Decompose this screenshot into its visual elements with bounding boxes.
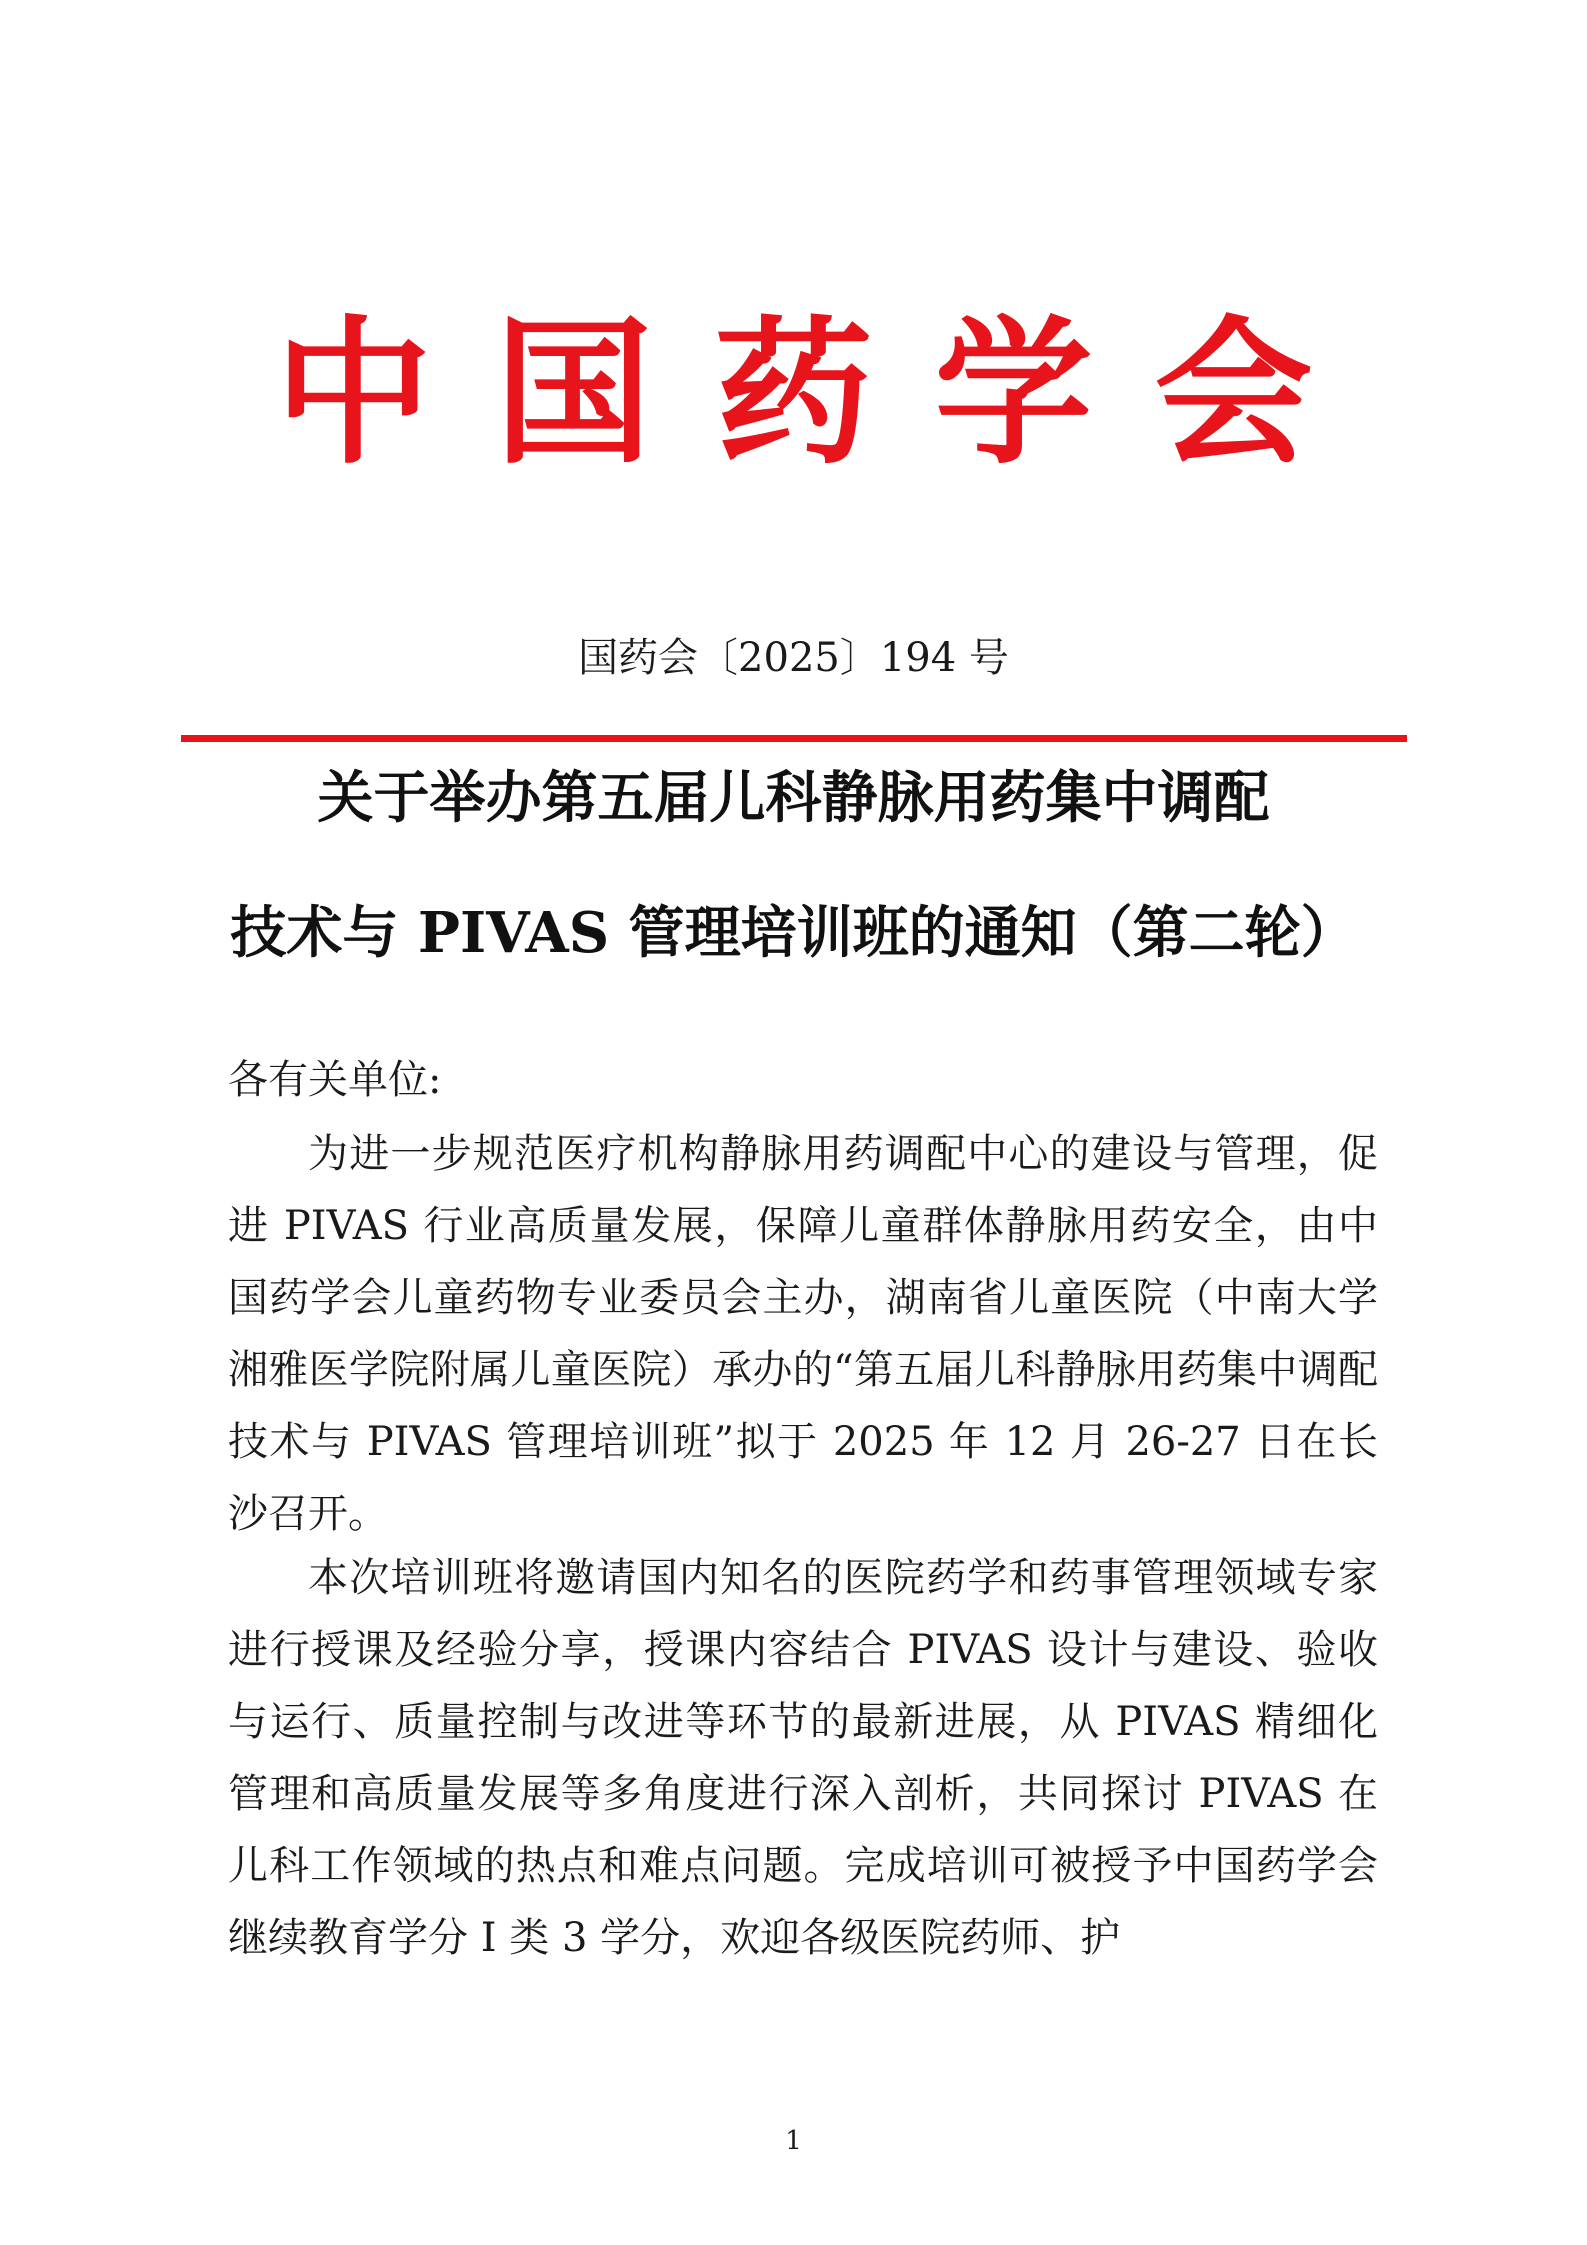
notice-title-line-2: 技术与 PIVAS 管理培训班的通知（第二轮） [230, 900, 1357, 966]
notice-title-line-1: 关于举办第五届儿科静脉用药集中调配 [317, 765, 1270, 831]
salutation: 各有关单位: [228, 1057, 442, 1103]
document-number: 国药会〔2025〕194 号 [578, 635, 1009, 681]
body-paragraph-2: 本次培训班将邀请国内知名的医院药学和药事管理领域专家进行授课及经验分享，授课内容结合 PIVAS 设计与建设、验收与运行、质量控制与改进等环节的最新进展，从 PIVAS 精细化管理和高质量发展等多角度进行深入剖析，共同探讨 PIVAS 在儿科工作领域的热点和难点问题。完成培训可被授予中国药学会继续教育学分 I 类 3 学分，欢迎各级医院药师、护 [228, 1555, 1378, 1961]
red-divider-rule [181, 735, 1407, 742]
body-paragraph-1: 为进一步规范医疗机构静脉用药调配中心的建设与管理，促进 PIVAS 行业高质量发展，保障儿童群体静脉用药安全，由中国药学会儿童药物专业委员会主办，湖南省儿童医院（中南大学湘雅医学院附属儿童医院）承办的“第五届儿科静脉用药集中调配技术与 PIVAS 管理培训班”拟于 2025 年 12 月 26-27 日在长沙召开。 [228, 1131, 1378, 1537]
masthead-org-name: 中国药学会 [274, 302, 1375, 486]
page-number: 1 [785, 2126, 802, 2156]
